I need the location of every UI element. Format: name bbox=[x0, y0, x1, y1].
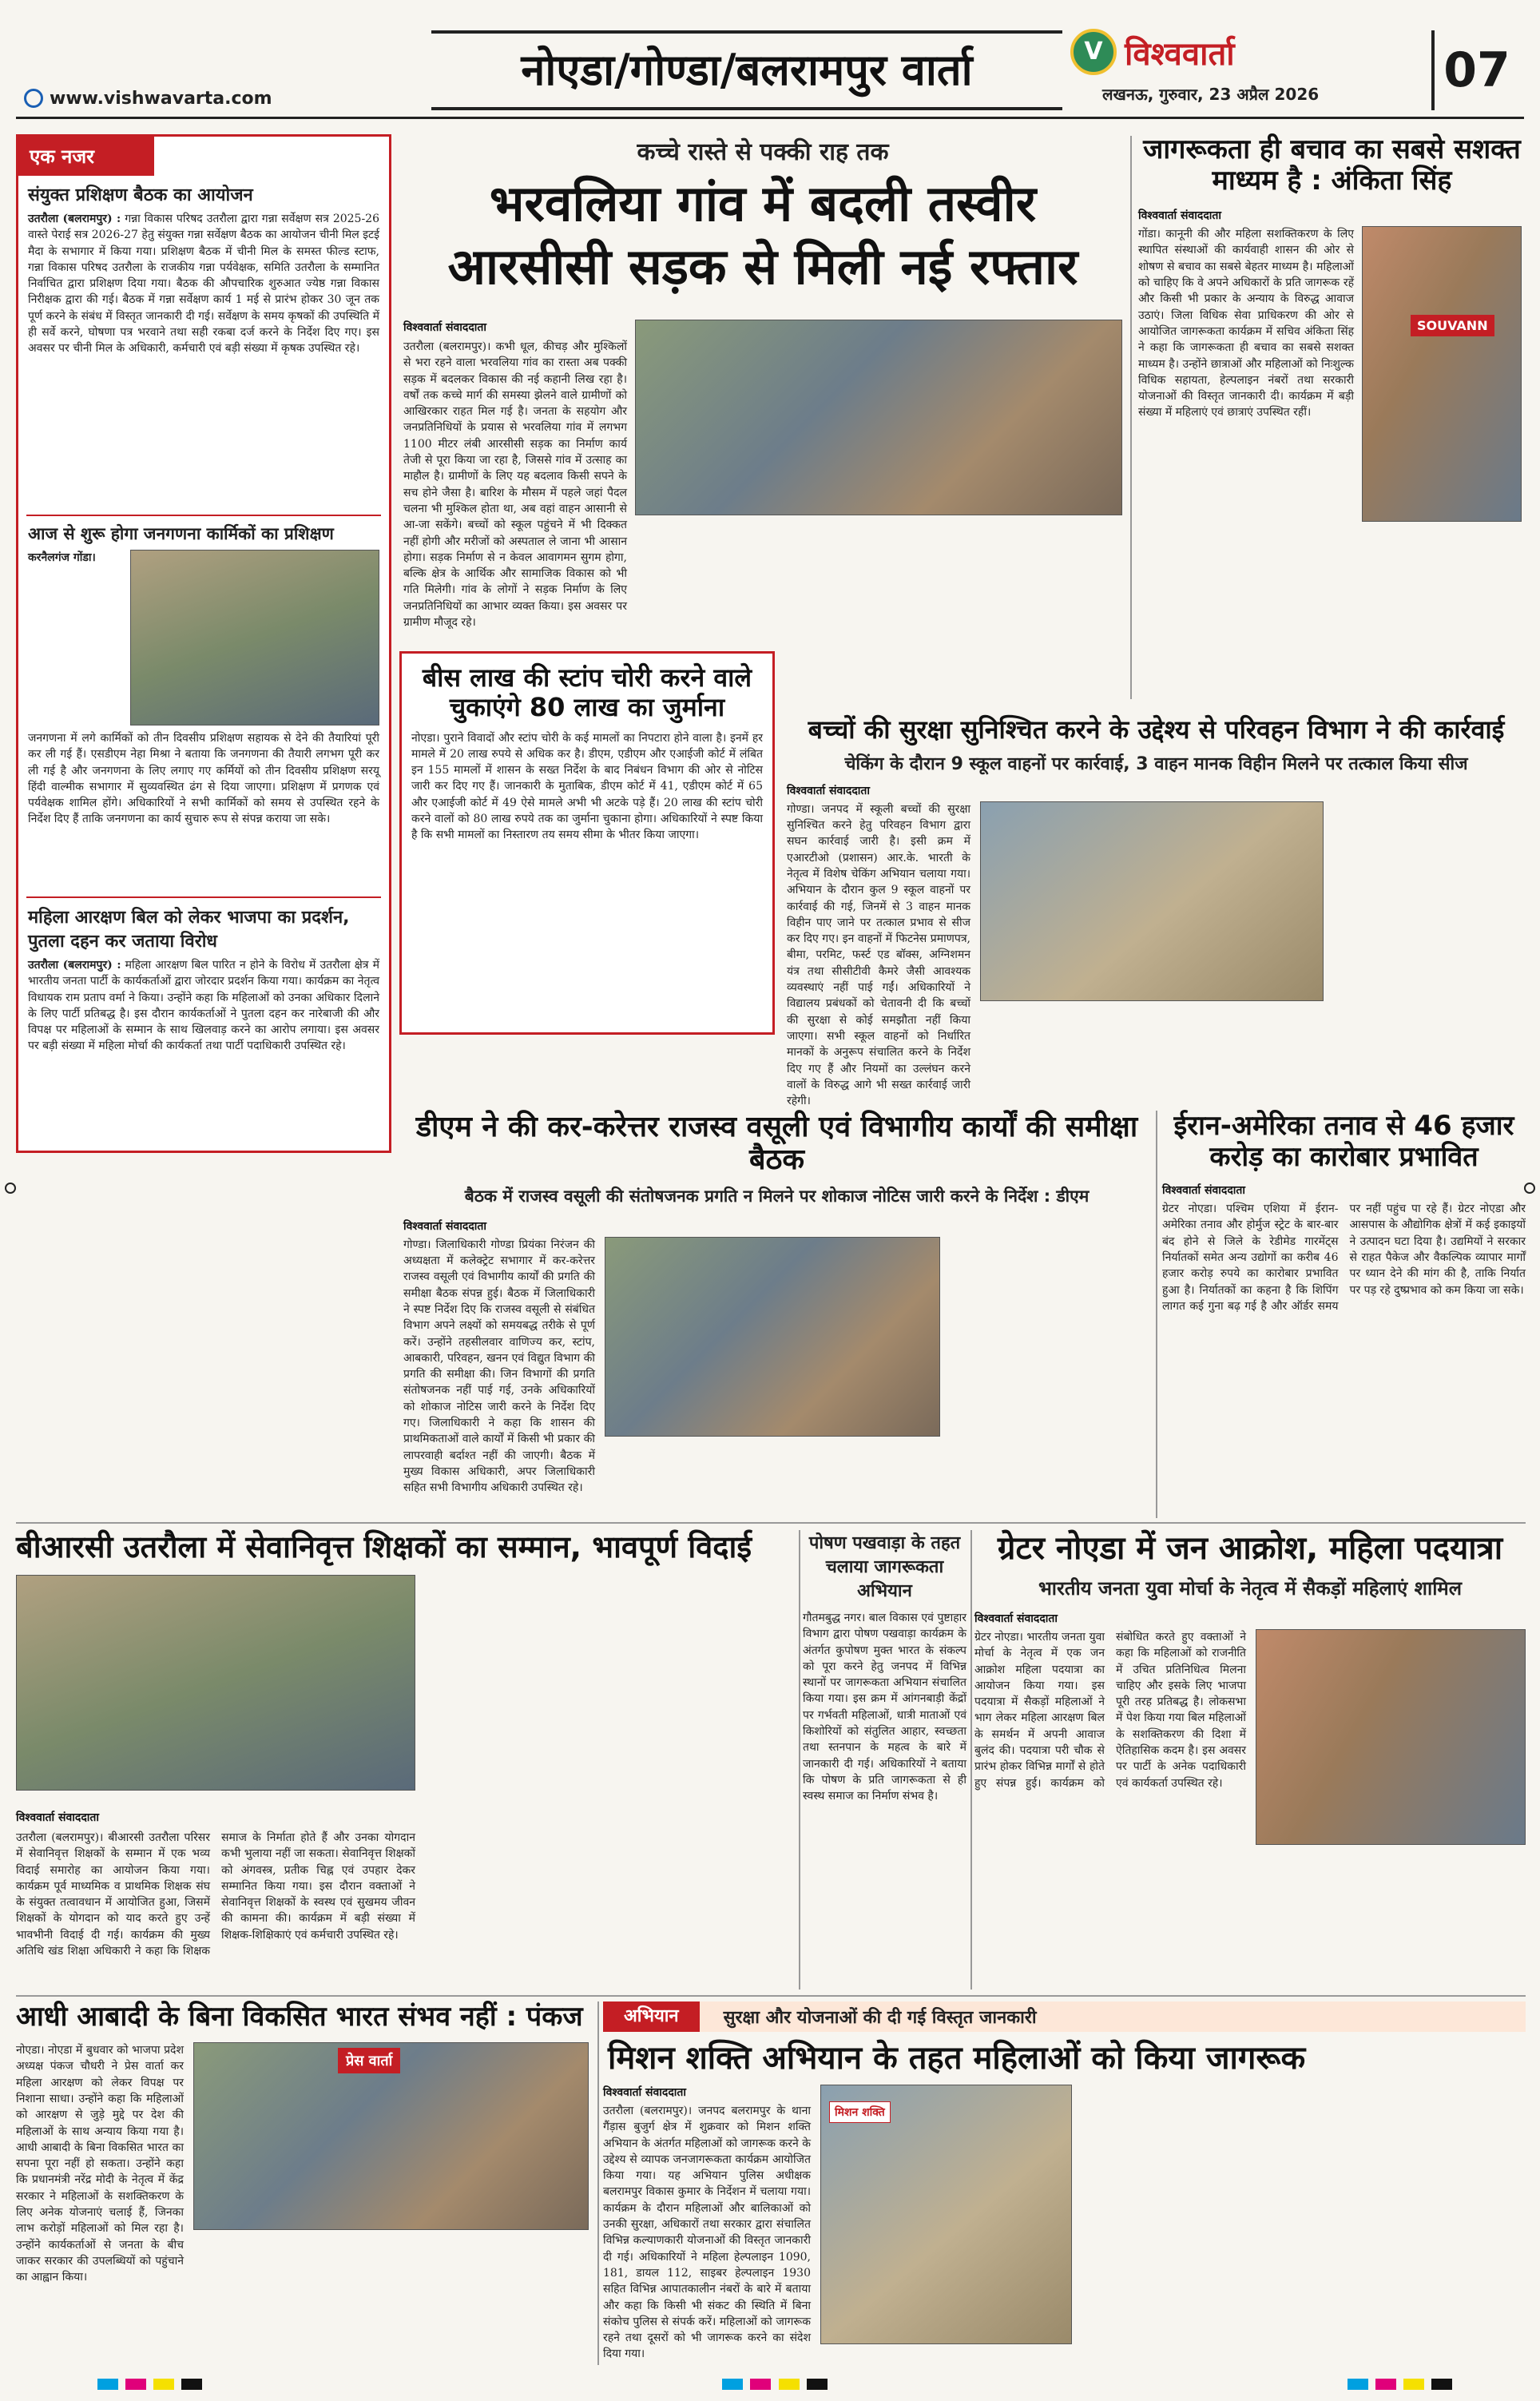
ek-nazar-item-byline: उतरौला (बलरामपुर) : bbox=[28, 213, 121, 225]
mission-byline: विश्ववार्ता संवाददाता bbox=[603, 2086, 687, 2099]
dm-headline: डीएम ने की कर-करेत्तर राजस्व वसूली एवं विभागीय कार्यों की समीक्षा बैठक bbox=[415, 1111, 1138, 1177]
color-swatch bbox=[125, 2379, 146, 2390]
teachers-farewell-photo bbox=[16, 1575, 415, 1791]
mission-text-continued bbox=[1082, 2085, 1525, 2344]
ek-nazar-item-text: गन्ना विकास परिषद उतरौला द्वारा गन्ना सर्वेक्षण सत्र 2025-26 वास्ते पेराई सत्र 2026-27 हेतु संयुक्त गन्ना सर्वेक्षण बैठक का आयोजन चीनी मिल इटई मैदा के सभागार में किया गया। प्रशिक्षण बैठक में चीनी मिल के समस्त फील्ड स्टाफ, गन्ना विकास परिषद उतरौला के राजकीय गन्ना पर्यवेक्षक, समिति उतरौला के सम्मानित निर्वाचित द्वारा प्रशिक्षण दिया गया। बैठक की औपचारिक शुरुआत ज्येष्ठ गन्ना विकास निरीक्षक द्वारा की गई। बैठक में गन्ना सर्वेक्षण कार्य 1 मई से प्रारंभ होकर 30 जून तक पूर्ण करने के संबंध में विस्तृत जानकारी दी गई। सर्वेक्षण के समय कृषकों की उपस्थिति में ही सर्वे करने, घोषणा पत्र भरवाने तथा सही रकबा दर्ज करने के निर्देश दिए गए। इस अवसर पर चीनी मिल के अधिकारी, कर्मचारी एवं बड़ी संख्या में कृषक उपस्थित रहे। bbox=[28, 213, 379, 356]
ek-nazar-item-body bbox=[28, 550, 122, 725]
mission-banner bbox=[603, 2001, 1526, 2032]
paper-logo bbox=[1070, 24, 1334, 80]
mission-banner-label: अभियान bbox=[603, 2001, 700, 2032]
ek-nazar-item-body bbox=[28, 957, 379, 1197]
page-number-box bbox=[1431, 30, 1519, 110]
vv-logo-icon: V bbox=[1070, 29, 1117, 75]
awareness-text: गोंडा। कानूनी की और महिला सशक्तिकरण के लिए स्थापित संस्थाओं की कार्यवाही शासन की ओर से शोषण से बचाव का सबसे बेहतर माध्यम है। महिलाओं को चाहिए कि वे अपने अधिकारों के प्रति जागरूक रहें और किसी भी प्रकार के अन्याय के विरुद्ध आवाज उठाएं। जिला विधिक सेवा प्राधिकरण की ओर से आयोजित जागरूकता कार्यक्रम में सचिव अंकिता सिंह ने कहा कि जागरूकता ही बचाव का सबसे सशक्त माध्यम है। उन्होंने छात्राओं और महिलाओं को निःशुल्क विधिक सहायता, हेल्पलाइन नंबरों तथा सरकारी योजनाओं की विस्तृत जानकारी दी। कार्यक्रम में बड़ी संख्या में महिलाएं एवं छात्राएं उपस्थित रहीं। bbox=[1138, 228, 1354, 419]
lead-kicker: कच्चे रास्ते से पक्की राह तक bbox=[637, 138, 889, 166]
pankaj-text-continued bbox=[193, 2236, 589, 2352]
vehicle-headline: बच्चों की सुरक्षा सुनिश्चित करने के उद्देश्य से परिवहन विभाग ने की कार्रवाई bbox=[808, 714, 1505, 745]
color-swatch bbox=[153, 2379, 174, 2390]
ek-nazar-item-text: महिला आरक्षण बिल पारित न होने के विरोध में उतरौला क्षेत्र में भारतीय जनता पार्टी के कार्यकर्ताओं द्वारा जोरदार प्रदर्शन किया गया। कार्यक्रम का नेतृत्व विधायक राम प्रताप वर्मा ने किया। उन्होंने कहा कि महिलाओं को उनका अधिकार दिलाने के लिए पार्टी प्रतिबद्ध है। इस दौरान कार्यकर्ताओं ने पुतला दहन कर नारेबाजी की और विपक्ष पर महिलाओं के सम्मान के साथ खिलवाड़ करने का आरोप लगाया। इस अवसर पर बड़ी संख्या में महिला मोर्चा की कार्यकर्ता तथा पार्टी पदाधिकारी उपस्थित रहे। bbox=[28, 959, 379, 1053]
color-swatch bbox=[181, 2379, 202, 2390]
rally-text-continued bbox=[1256, 1851, 1526, 1971]
nutrition-story bbox=[803, 1530, 966, 1990]
dm-byline: विश्ववार्ता संवाददाता bbox=[403, 1219, 487, 1233]
mission-shakti-story bbox=[603, 2001, 1526, 2365]
stamp-headline: बीस लाख की स्टांप चोरी करने वाले चुकाएंगे 80 लाख का जुर्माना bbox=[422, 662, 752, 722]
ek-nazar-item bbox=[18, 898, 389, 1203]
ek-nazar-item-text: जनगणना में लगे कार्मिकों को तीन दिवसीय प्रशिक्षण सहायक से देने की तैयारियां पूरी कर ली गई हैं। एसडीएम नेहा मिश्रा ने बताया कि जनगणना की तैयारी लगभग पूरी कर ली गई है और जनगणना के लिए लगाए गए कर्मियों को तीन दिवसीय प्रशिक्षण सरयू हिंदी वाल्मीक सभागार में सुव्यवस्थित ढंग से दिया जाएगा। प्रशिक्षण में प्रगणक एवं पर्यवेक्षक शामिल होंगे। अधिकारियों ने सभी कार्मिकों को समय से उपस्थित रहने के निर्देश दिए हैं ताकि जनगणना का कार्य सुचारु रूप से संपन्न कराया जा सके। bbox=[28, 732, 379, 826]
lead-story bbox=[403, 134, 1122, 721]
color-swatch bbox=[779, 2379, 800, 2390]
photo-banner: प्रेस वार्ता bbox=[338, 2048, 400, 2073]
brc-text-continued bbox=[427, 1578, 795, 1986]
section-title-box bbox=[431, 30, 1062, 110]
iran-headline: ईरान-अमेरिका तनाव से 46 हजार करोड़ का कारोबार प्रभावित bbox=[1173, 1110, 1514, 1174]
school-vehicle-story bbox=[787, 714, 1526, 1108]
color-swatch bbox=[1431, 2379, 1452, 2390]
pankaj-story bbox=[16, 2001, 591, 2365]
ek-nazar-item-title: संयुक्त प्रशिक्षण बैठक का आयोजन bbox=[28, 185, 253, 205]
rally-photo bbox=[1256, 1629, 1526, 1845]
stamp-story-box bbox=[399, 651, 775, 1035]
mission-shakti-photo bbox=[820, 2085, 1072, 2344]
print-color-bar bbox=[96, 2377, 1454, 2393]
ek-nazar-item-title: महिला आरक्षण बिल को लेकर भाजपा का प्रदर्शन, पुतला दहन कर जताया विरोध bbox=[28, 908, 350, 952]
color-swatch bbox=[722, 2379, 743, 2390]
rally-subheadline: भारतीय जनता युवा मोर्चा के नेतृत्व में सैकड़ों महिलाएं शामिल bbox=[1038, 1577, 1463, 1600]
census-training-photo bbox=[130, 550, 379, 725]
awareness-text-continued bbox=[1138, 527, 1526, 694]
iran-byline: विश्ववार्ता संवाददाता bbox=[1162, 1184, 1246, 1198]
section-divider bbox=[16, 1522, 1526, 1524]
mission-headline: मिशन शक्ति अभियान के तहत महिलाओं को किया जागरूक bbox=[608, 2040, 1306, 2077]
vehicle-text: गोण्डा। जनपद में स्कूली बच्चों की सुरक्षा सुनिश्चित करने हेतु परिवहन विभाग द्वारा सघन कार्रवाई जारी है। इसी क्रम में एआरटीओ (प्रशासन) आर.के. भारती के नेतृत्व में विशेष चेकिंग अभियान चलाया गया। अभियान के दौरान कुल 9 स्कूल वाहनों पर कार्रवाई की गई, जिनमें से 3 वाहन मानक विहीन पाए जाने पर तत्काल प्रभाव से सीज कर दिए गए। इन वाहनों में फिटनेस प्रमाणपत्र, बीमा, परमिट, फर्स्ट एड बॉक्स, अग्निशमन यंत्र तथा सीसीटीवी कैमरे जैसी आवश्यक व्यवस्थाएं नहीं पाई गईं। अधिकारियों ने विद्यालय प्रबंधकों को चेतावनी दी कि बच्चों की सुरक्षा से कोई समझौता नहीं किया जाएगा। सभी स्कूल वाहनों को निर्धारित मानकों के अनुरूप संचालित करने के निर्देश दिए गए हैं और नियमों का उल्लंघन करने वालों के विरुद्ध आगे भी सख्त कार्रवाई जारी रहेगी। bbox=[787, 802, 970, 1108]
mission-text: उतरौला (बलरामपुर)। जनपद बलरामपुर के थाना गैंड़ास बुजुर्ग क्षेत्र में शुक्रवार को मिशन शक्ति अभियान के अंतर्गत महिलाओं को जागरूक करने के उद्देश्य से व्यापक जनजागरूकता कार्यक्रम आयोजित किया गया। यह अभियान पुलिस अधीक्षक बलरामपुर विकास कुमार के निर्देशन में चलाया गया। कार्यक्रम के दौरान महिलाओं और बालिकाओं को उनकी सुरक्षा, अधिकारों तथा सरकार द्वारा संचालित विभिन्न कल्याणकारी योजनाओं की विस्तृत जानकारी दी गई। अधिकारियों ने महिला हेल्पलाइन 1090, 181, डायल 112, साइबर हेल्पलाइन 1930 सहित विभिन्न आपातकालीन नंबरों के बारे में बताया और कहा कि किसी भी संकट की स्थिति में बिना संकोच पुलिस से संपर्क करें। महिलाओं को जागरूक रहने तथा दूसरों को भी जागरूक करने का संदेश दिया गया। bbox=[603, 2105, 811, 2361]
color-swatch bbox=[1375, 2379, 1396, 2390]
registration-mark-icon bbox=[5, 1183, 16, 1194]
road-construction-photo bbox=[635, 320, 1122, 515]
column-divider bbox=[597, 2001, 599, 2365]
column-divider bbox=[799, 1530, 800, 1990]
brc-headline: बीआरसी उतरौला में सेवानिवृत्त शिक्षकों का सम्मान, भावपूर्ण विदाई bbox=[16, 1529, 752, 1564]
ek-nazar-item-body bbox=[28, 211, 379, 508]
section-divider bbox=[16, 1995, 1526, 1997]
stamp-text: नोएडा। पुराने विवादों और स्टांप चोरी के कई मामलों का निपटारा होने वाला है। इनमें हर मामले में 20 लाख रुपये से अधिक कर है। डीएम, एडीएम और एआईजी कोर्ट में लंबित इन 155 मामलों में शासन के सख्त निर्देश के बाद निबंधन विभाग की ओर से नोटिस जारी कर दिए गए हैं। जानकारी के मुताबिक, डीएम कोर्ट में 41, एडीएम कोर्ट में 65 और एआईजी कोर्ट में 49 ऐसे मामले अभी भी अटके पड़े हैं। 20 लाख की स्टांप चोरी करने वालों को 80 लाख रुपये तक का जुर्माना चुकाना होगा। अधिकारियों ने स्पष्ट किया है कि सभी मामलों का निस्तारण तय समय सीमा के भीतर किया जाएगा। bbox=[411, 731, 763, 842]
color-swatch bbox=[1348, 2379, 1368, 2390]
lead-headline-line1: भरवलिया गांव में बदली तस्वीर bbox=[489, 174, 1037, 233]
color-swatch bbox=[807, 2379, 828, 2390]
school-bus-photo bbox=[980, 801, 1324, 1001]
ek-nazar-item-byline: करनैलगंज गोंडा। bbox=[28, 551, 96, 564]
awareness-headline: जागरूकता ही बचाव का सबसे सशक्त माध्यम है : अंकिता सिंह bbox=[1143, 133, 1521, 197]
rally-headline: ग्रेटर नोएडा में जन आक्रोश, महिला पदयात्रा bbox=[997, 1530, 1503, 1567]
dm-subheadline: बैठक में राजस्व वसूली की संतोषजनक प्रगति न मिलने पर शोकाज नोटिस जारी करने के निर्देश : डीएम bbox=[464, 1186, 1090, 1206]
color-swatch bbox=[750, 2379, 771, 2390]
globe-icon bbox=[24, 89, 43, 108]
lead-byline: विश्ववार्ता संवाददाता bbox=[403, 321, 487, 334]
press-conference-photo bbox=[193, 2042, 589, 2230]
rally-byline: विश्ववार्ता संवाददाता bbox=[974, 1612, 1058, 1625]
mission-banner-text: सुरक्षा और योजनाओं की दी गई विस्तृत जानकारी bbox=[723, 2008, 1037, 2028]
iran-text: ग्रेटर नोएडा। पश्चिम एशिया में ईरान-अमेरिका तनाव और होर्मुज स्ट्रेट के बार-बार बंद होने से जिले के रेडीमेड गारमेंट्स निर्यातकों समेत अन्य उद्योगों का करीब 46 हजार करोड़ रुपये का कारोबार प्रभावित हुआ है। निर्यातकों का कहना है कि शिपिंग लागत कई गुना बढ़ गई है और ऑर्डर समय पर नहीं पहुंच पा रहे हैं। ग्रेटर नोएडा और आसपास के औद्योगिक क्षेत्रों में कई इकाइयों ने उत्पादन घटा दिया है। उद्यमियों ने सरकार से राहत पैकेज और वैकल्पिक व्यापार मार्गों पर ध्यान देने की मांग की है, ताकि निर्यात पर पड़ रहे दुष्प्रभाव को कम किया जा सके। bbox=[1162, 1202, 1526, 1313]
vehicle-text-continued bbox=[1333, 801, 1517, 1077]
brc-byline: विश्ववार्ता संवाददाता bbox=[16, 1811, 100, 1824]
photo-banner: मिशन शक्ति bbox=[829, 2101, 891, 2123]
website-link[interactable]: www.vishwavarta.com bbox=[50, 88, 272, 109]
masthead bbox=[0, 0, 1540, 120]
masthead-rule bbox=[16, 117, 1524, 119]
page-number: 07 bbox=[1443, 42, 1510, 98]
website-row bbox=[24, 86, 272, 110]
lead-headline-line2: आरसीसी सड़क से मिली नई रफ्तार bbox=[447, 237, 1078, 296]
ek-nazar-item-byline: उतरौला (बलरामपुर) : bbox=[28, 959, 121, 972]
vehicle-subheadline: चेकिंग के दौरान 9 स्कूल वाहनों पर कार्रवाई, 3 वाहन मानक विहीन मिलने पर तत्काल किया सीज bbox=[844, 753, 1468, 774]
lead-text-col: उतरौला (बलरामपुर)। कभी धूल, कीचड़ और मुश्किलों से भरा रहने वाला भरवलिया गांव का रास्ता अब पक्की सड़क में बदलकर विकास की नई कहानी लिख रहा है। वर्षों तक कच्चे मार्ग की समस्या झेलने वाले ग्रामीणों को आखिरकार राहत मिल गई है। जनता के सहयोग और जनप्रतिनिधियों के प्रयास से भरवलिया गांव में लगभग 1100 मीटर लंबी आरसीसी सड़क का निर्माण कार्य तेजी से पूरा किया जा रहा है, जिससे गांव में उत्साह का माहौल है। ग्रामीणों के लिए यह बदलाव किसी सपने के सच होने जैसा है। बारिश के मौसम में पहले जहां पैदल चलना भी मुश्किल होता था, अब वहां वाहन आसानी से आ-जा सकेंगे। बच्चों को स्कूल पहुंचने में भी दिक्कत नहीं होगी और मरीजों को अस्पताल ले जाना भी आसान होगा। सड़क निर्माण से न केवल आवागमन सुगम होगा, बल्कि क्षेत्र के आर्थिक और सामाजिक विकास को भी गति मिलेगी। गांव के लोगों ने सड़क निर्माण के लिए जनप्रतिनिधियों का आभार व्यक्त किया। इस अवसर पर ग्रामीण मौजूद रहे। bbox=[403, 340, 627, 630]
nutrition-text: गौतमबुद्ध नगर। बाल विकास एवं पुष्टाहार विभाग द्वारा पोषण पखवाड़ा कार्यक्रम के अंतर्गत कुपोषण मुक्त भारत के संकल्प को पूरा करने हेतु जनपद में विभिन्न स्थानों पर जागरूकता अभियान संचालित किया गया। इस क्रम में आंगनबाड़ी केंद्रों पर गर्भवती महिलाओं, धात्री माताओं एवं किशोरियों को संतुलित आहार, स्वच्छता तथा स्तनपान के महत्व के बारे में जानकारी दी गई। अधिकारियों ने बताया कि पोषण के प्रति जागरूकता से ही स्वस्थ समाज का निर्माण संभव है। bbox=[803, 1612, 966, 1803]
ek-nazar-item bbox=[18, 516, 389, 896]
column-divider bbox=[970, 1530, 972, 1990]
rally-text: ग्रेटर नोएडा। भारतीय जनता युवा मोर्चा के नेतृत्व में एक जन आक्रोश महिला पदयात्रा का आयोजन किया गया। इस पदयात्रा में सैकड़ों महिलाओं ने भाग लेकर महिला आरक्षण बिल के समर्थन में अपनी आवाज बुलंद की। पदयात्रा परी चौक से प्रारंभ होकर विभिन्न मार्गों से होते हुए संपन्न हुई। कार्यक्रम को संबोधित करते हुए वक्ताओं ने कहा कि महिलाओं को राजनीति में उचित प्रतिनिधित्व मिलना चाहिए और इसके लिए भाजपा पूरी तरह प्रतिबद्ध है। लोकसभा में पेश किया गया बिल महिलाओं के सशक्तिकरण की दिशा में ऐतिहासिक कदम है। इस अवसर पर पार्टी के अनेक पदाधिकारी एवं कार्यकर्ता उपस्थित रहे। bbox=[974, 1631, 1246, 1790]
color-swatch bbox=[1403, 2379, 1424, 2390]
ek-nazar-box bbox=[16, 134, 391, 1153]
vehicle-byline: विश्ववार्ता संवाददाता bbox=[787, 784, 871, 797]
nutrition-headline: पोषण पखवाड़ा के तहत चलाया जागरूकता अभियान bbox=[808, 1533, 961, 1601]
pankaj-headline: आधी आबादी के बिना विकसित भारत संभव नहीं : पंकज bbox=[16, 2001, 583, 2033]
dateline: लखनऊ, गुरुवार, 23 अप्रैल 2026 bbox=[1102, 85, 1320, 104]
awareness-photo bbox=[1362, 226, 1522, 522]
registration-mark-icon bbox=[1524, 1183, 1535, 1194]
ek-nazar-item-title: आज से शुरू होगा जनगणना कार्मिकों का प्रशिक्षण bbox=[28, 524, 334, 543]
awareness-story bbox=[1138, 134, 1526, 702]
pankaj-text: नोएडा। नोएडा में बुधवार को भाजपा प्रदेश अध्यक्ष पंकज चौधरी ने प्रेस वार्ता कर महिला आरक्षण को लेकर विपक्ष पर निशाना साधा। उन्होंने कहा कि महिलाओं को आरक्षण से जुड़े मुद्दे पर देश की महिलाओं के साथ अन्याय किया गया है। आधी आबादी के बिना विकसित भारत का सपना पूरा नहीं हो सकता। उन्होंने कहा कि प्रधानमंत्री नरेंद्र मोदी के नेतृत्व में केंद्र सरकार ने महिलाओं के सशक्तिकरण के लिए अनेक योजनाएं चलाई हैं, जिनका लाभ करोड़ों महिलाओं को मिल रहा है। उन्होंने कार्यकर्ताओं से जनता के बीच जाकर सरकार की उपलब्धियों को पहुंचाने का आह्वान किया। bbox=[16, 2044, 184, 2284]
awareness-byline: विश्ववार्ता संवाददाता bbox=[1138, 209, 1222, 223]
noida-rally-story bbox=[974, 1530, 1526, 1990]
column-divider bbox=[1156, 1111, 1157, 1518]
color-swatch bbox=[97, 2379, 118, 2390]
ek-nazar-label: एक नजर bbox=[18, 137, 154, 176]
iran-story bbox=[1162, 1111, 1526, 1518]
brc-text: उतरौला (बलरामपुर)। बीआरसी उतरौला परिसर में सेवानिवृत्त शिक्षकों के सम्मान में एक भव्य विदाई समारोह का आयोजन किया गया। कार्यक्रम पूर्व माध्यमिक व प्राथमिक शिक्षक संघ के संयुक्त तत्वावधान में आयोजित हुआ, जिसमें शिक्षकों के योगदान को याद करते हुए उन्हें भावभीनी विदाई दी गई। कार्यक्रम की मुख्य अतिथि खंड शिक्षा अधिकारी ने कहा कि शिक्षक समाज के निर्माता होते हैं और उनका योगदान कभी भुलाया नहीं जा सकता। सेवानिवृत्त शिक्षकों को अंगवस्त्र, प्रतीक चिह्न एवं उपहार देकर सम्मानित किया गया। इस दौरान वक्ताओं ने सेवानिवृत्त शिक्षकों के स्वस्थ एवं सुखमय जीवन की कामना की। कार्यक्रम में बड़ी संख्या में शिक्षक-शिक्षिकाएं एवं कर्मचारी उपस्थित रहे। bbox=[16, 1831, 415, 1958]
photo-banner: SOUVANN bbox=[1411, 315, 1494, 336]
dm-meeting-photo bbox=[605, 1237, 940, 1437]
paper-name: विश्ववार्ता bbox=[1125, 35, 1235, 73]
dm-text: गोण्डा। जिलाधिकारी गोण्डा प्रियंका निरंजन की अध्यक्षता में कलेक्ट्रेट सभागार में कर-करेत्तर राजस्व वसूली एवं विभागीय कार्यों की प्रगति की समीक्षा बैठक संपन्न हुई। बैठक में जिलाधिकारी ने स्पष्ट निर्देश दिए कि राजस्व वसूली से संबंधित विभाग अपने लक्ष्यों को समयबद्ध तरीके से पूर्ण करें। उन्होंने तहसीलवार वाणिज्य कर, स्टांप, आबकारी, परिवहन, खनन एवं विद्युत विभाग की प्रगति की समीक्षा की। जिन विभागों की प्रगति संतोषजनक नहीं पाई गई, उनके अधिकारियों को शोकाज नोटिस जारी करने के निर्देश दिए गए। जिलाधिकारी ने कहा कि शासन की प्राथमिकताओं वाले कार्यों में किसी भी प्रकार की लापरवाही बर्दाश्त नहीं की जाएगी। बैठक में मुख्य विकास अधिकारी, अपर जिलाधिकारी सहित सभी विभागीय अधिकारी उपस्थित रहे। bbox=[403, 1238, 595, 1495]
brc-story bbox=[16, 1530, 795, 1990]
dm-review-story bbox=[403, 1111, 1150, 1518]
column-divider bbox=[1130, 136, 1132, 699]
ek-nazar-item bbox=[18, 176, 389, 515]
section-title: नोएडा/गोण्डा/बलरामपुर वार्ता bbox=[521, 45, 973, 95]
